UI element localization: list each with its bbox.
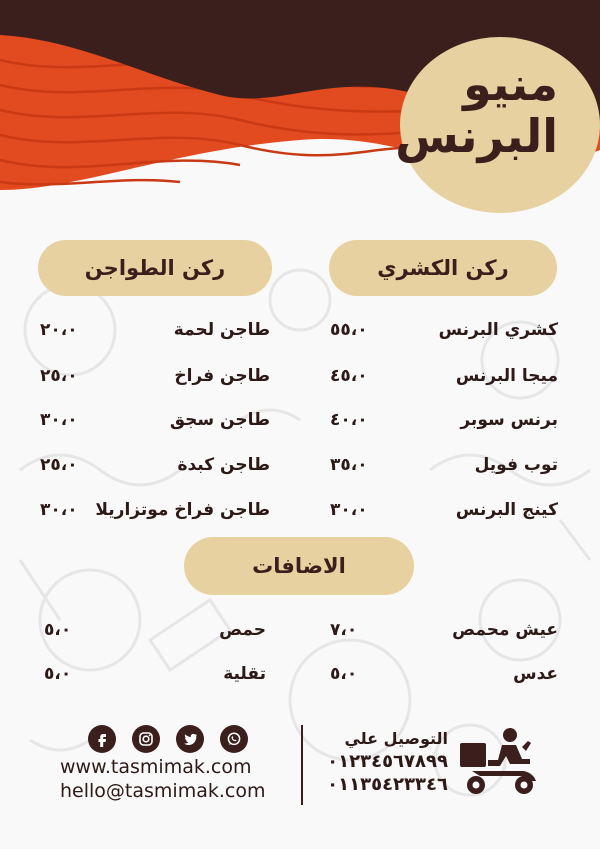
item-name: برنس سوبر bbox=[460, 410, 558, 430]
extra-item bbox=[44, 615, 266, 645]
facebook-icon[interactable] bbox=[88, 725, 116, 753]
item-price: ٤٠،٠ bbox=[330, 410, 368, 430]
item-name: عدس bbox=[513, 664, 558, 684]
twitter-icon[interactable] bbox=[176, 725, 204, 753]
item-name: حمص bbox=[219, 620, 266, 640]
tagine-item bbox=[40, 361, 270, 391]
section-koshary-header: ركن الكشري bbox=[329, 240, 557, 296]
item-price: ٢٠،٠ bbox=[40, 320, 78, 340]
item-price: ٥،٠ bbox=[44, 620, 72, 640]
instagram-icon[interactable] bbox=[132, 725, 160, 753]
item-price: ٥،٠ bbox=[44, 664, 72, 684]
delivery-label: التوصيل علي bbox=[344, 729, 448, 748]
whatsapp-icon[interactable] bbox=[220, 725, 248, 753]
delivery-scooter-icon bbox=[458, 727, 544, 799]
item-price: ٥،٠ bbox=[330, 664, 358, 684]
item-name: كينج البرنس bbox=[455, 500, 558, 520]
phone-number[interactable]: ٠١٢٣٤٥٦٧٨٩٩ bbox=[327, 751, 448, 772]
item-price: ٤٥،٠ bbox=[330, 366, 368, 386]
footer-divider bbox=[301, 725, 303, 805]
menu-title bbox=[395, 57, 558, 163]
item-name: طاجن كبدة bbox=[177, 455, 270, 475]
phone-number[interactable]: ٠١١٣٥٤٢٣٣٤٦ bbox=[327, 774, 448, 795]
menu-title-line1: منيو bbox=[463, 57, 558, 111]
tagine-item bbox=[40, 315, 270, 345]
item-name: تقلية bbox=[223, 664, 266, 684]
koshary-item bbox=[330, 495, 558, 525]
item-price: ٧،٠ bbox=[330, 620, 358, 640]
item-name: طاجن لحمة bbox=[173, 320, 270, 340]
extra-item bbox=[330, 659, 558, 689]
koshary-item bbox=[330, 405, 558, 435]
item-price: ٣٠،٠ bbox=[330, 500, 368, 520]
tagine-item bbox=[40, 450, 270, 480]
tagine-item bbox=[40, 405, 270, 435]
section-tagines-header: ركن الطواجن bbox=[38, 240, 272, 296]
item-price: ٣٠،٠ bbox=[40, 500, 78, 520]
item-name: طاجن سجق bbox=[169, 410, 270, 430]
item-name: توب فويل bbox=[474, 455, 558, 475]
item-name: عيش محمص bbox=[452, 620, 558, 640]
email-link[interactable]: hello@tasmimak.com bbox=[60, 780, 266, 802]
menu-title-line2: البرنس bbox=[395, 109, 558, 163]
koshary-item bbox=[330, 450, 558, 480]
extra-item bbox=[330, 615, 558, 645]
item-name: طاجن فراخ bbox=[174, 366, 270, 386]
item-name: ميجا البرنس bbox=[455, 366, 558, 386]
section-extras-header: الاضافات bbox=[184, 537, 414, 595]
website-link[interactable]: www.tasmimak.com bbox=[60, 756, 252, 778]
item-name: طاجن فراخ موتزاريلا bbox=[95, 500, 270, 520]
extra-item bbox=[44, 659, 266, 689]
item-price: ٢٥،٠ bbox=[40, 366, 78, 386]
item-price: ٣٠،٠ bbox=[40, 410, 78, 430]
item-price: ٣٥،٠ bbox=[330, 455, 368, 475]
item-price: ٢٥،٠ bbox=[40, 455, 78, 475]
item-price: ٥٥،٠ bbox=[330, 320, 368, 340]
koshary-item bbox=[330, 315, 558, 345]
koshary-item bbox=[330, 361, 558, 391]
tagine-item bbox=[40, 495, 270, 525]
item-name: كشري البرنس bbox=[438, 320, 558, 340]
